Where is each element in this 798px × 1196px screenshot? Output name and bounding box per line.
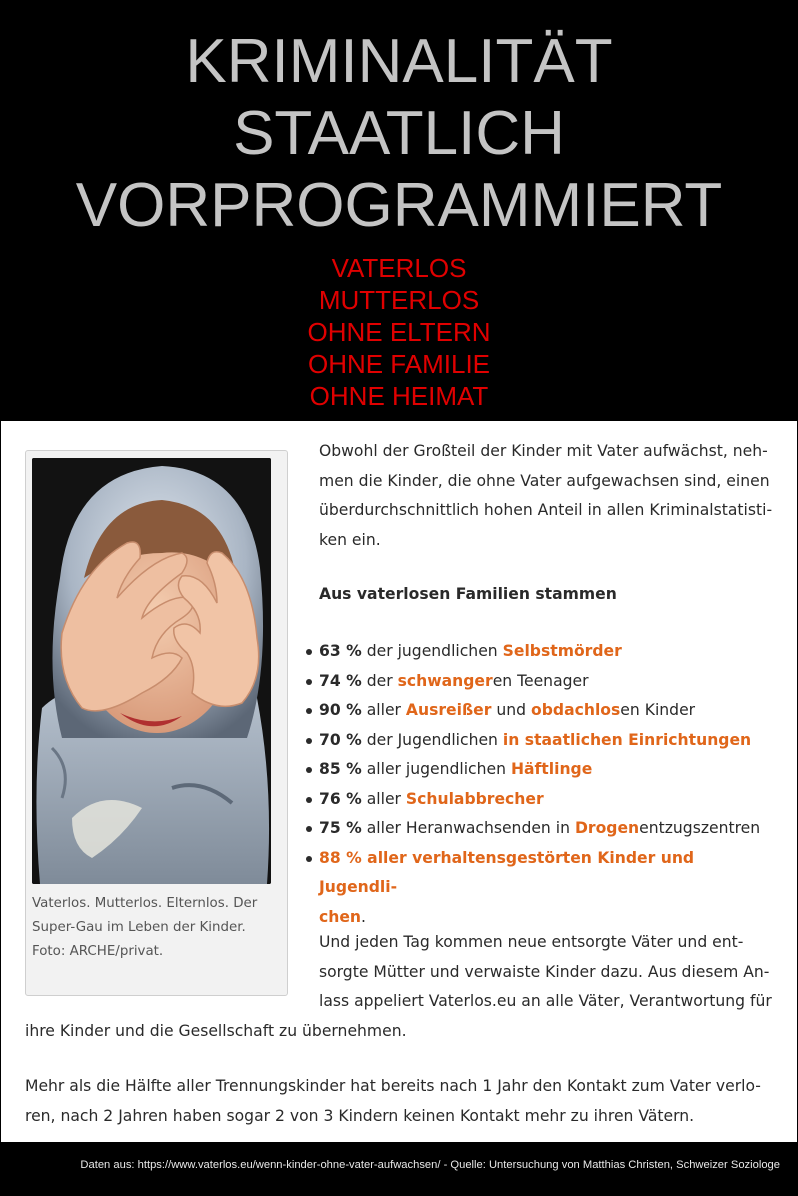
subtitle-line: OHNE ELTERN <box>307 317 491 347</box>
highlighted-term: schwanger <box>397 671 493 690</box>
paragraph-line: sorgte Mütter und verwaiste Kinder dazu. Aus diesem An- <box>319 962 770 981</box>
subtitle-line: VATERLOS <box>331 253 467 283</box>
intro-line: überdurchschnittlich hohen Anteil in allen Kriminalstatisti- <box>319 501 773 519</box>
list-item <box>319 696 774 726</box>
highlighted-term: Schulabbrecher <box>405 789 544 808</box>
intro-line: men die Kinder, die ohne Vater aufgewachsen sind, einen <box>319 471 770 490</box>
item-text: aller <box>361 789 406 808</box>
source-footer <box>0 1142 798 1196</box>
list-item <box>319 637 774 667</box>
percent-value: 63 % <box>319 642 362 660</box>
paragraph-line: ihre Kinder und die Gesellschaft zu übernehmen. <box>25 1021 407 1040</box>
intro-line: Obwohl der Großteil der Kinder mit Vater aufwächst, neh- <box>319 442 768 460</box>
percent-value: 74 % <box>319 671 362 690</box>
item-text: en Teenager <box>492 671 589 690</box>
highlighted-term: 88 % aller verhaltensgestörten Kinder und Jugendli- <box>319 848 695 896</box>
child-photo <box>32 458 271 884</box>
highlighted-term: in staatlichen Einrichtungen <box>502 730 752 749</box>
highlighted-term: Drogen <box>574 819 640 837</box>
percent-value: 75 % <box>319 819 362 837</box>
item-text: . <box>361 907 366 926</box>
subtitle-line: MUTTERLOS <box>318 285 480 315</box>
list-item <box>319 726 774 756</box>
list-item <box>319 755 774 785</box>
title-line: KRIMINALITÄT <box>185 27 613 96</box>
item-text: entzugszentren <box>639 819 761 837</box>
item-text: der Jugendlichen <box>361 730 503 749</box>
percent-value: 85 % <box>319 760 362 778</box>
list-item <box>319 667 774 697</box>
intro-line: ken ein. <box>319 530 381 549</box>
highlighted-term: Ausreißer <box>405 701 492 719</box>
statistics-list <box>319 637 774 932</box>
photo-figure <box>25 450 288 996</box>
paragraph-line: lass appeliert Vaterlos.eu an alle Väter, Verantwortung für <box>319 992 772 1010</box>
subtitle-line: OHNE FAMILIE <box>307 349 491 379</box>
percent-value: 76 % <box>319 789 362 808</box>
list-item <box>319 785 774 815</box>
header-banner <box>0 0 798 421</box>
highlighted-term: obdachlos <box>531 701 621 719</box>
closing-paragraph <box>25 928 775 1046</box>
percent-value: 70 % <box>319 730 362 749</box>
item-text: aller <box>361 701 406 719</box>
title-line: VORPROGRAMMIERT <box>75 171 723 240</box>
item-text: der <box>361 671 398 690</box>
item-text: aller Heranwachsenden in <box>361 819 575 837</box>
title-line: STAATLICH <box>233 99 565 168</box>
percent-value: 90 % <box>319 701 362 719</box>
page-title <box>0 26 798 242</box>
photo-caption: Vaterlos. Mutterlos. Elternlos. Der Super-Gau im Leben der Kinder. Foto: ARCHE/privat. <box>32 896 258 959</box>
subtitle-list <box>0 252 798 412</box>
paragraph-line: Mehr als die Hälfte aller Trennungskinder hat bereits nach 1 Jahr den Kontakt zum Vater verlo- <box>25 1077 761 1095</box>
subtitle-line: OHNE HEIMAT <box>309 381 489 411</box>
item-text: aller jugendlichen <box>361 760 511 778</box>
item-text: und <box>491 701 532 719</box>
paragraph-line: ren, nach 2 Jahren haben sogar 2 von 3 Kindern keinen Kontakt mehr zu ihren Vätern. <box>25 1106 695 1125</box>
paragraph-line: Und jeden Tag kommen neue entsorgte Väter und ent- <box>319 933 744 951</box>
contact-loss-paragraph <box>25 1072 780 1131</box>
source-citation: Daten aus: https://www.vaterlos.eu/wenn-kinder-ohne-vater-aufwachsen/ - Quelle: Untersuchung von Matthias Christen, Schweizer Soziologe <box>80 1159 780 1171</box>
item-text: der jugendlichen <box>361 642 503 660</box>
list-item <box>319 844 774 933</box>
list-item <box>319 814 774 844</box>
highlighted-term: chen <box>319 907 362 926</box>
list-heading: Aus vaterlosen Familien stammen <box>319 585 617 603</box>
highlighted-term: Selbstmörder <box>502 642 622 660</box>
intro-paragraph <box>319 437 774 555</box>
highlighted-term: Häftlinge <box>510 760 593 778</box>
item-text: en Kinder <box>620 701 696 719</box>
child-covering-face-image <box>32 458 271 884</box>
